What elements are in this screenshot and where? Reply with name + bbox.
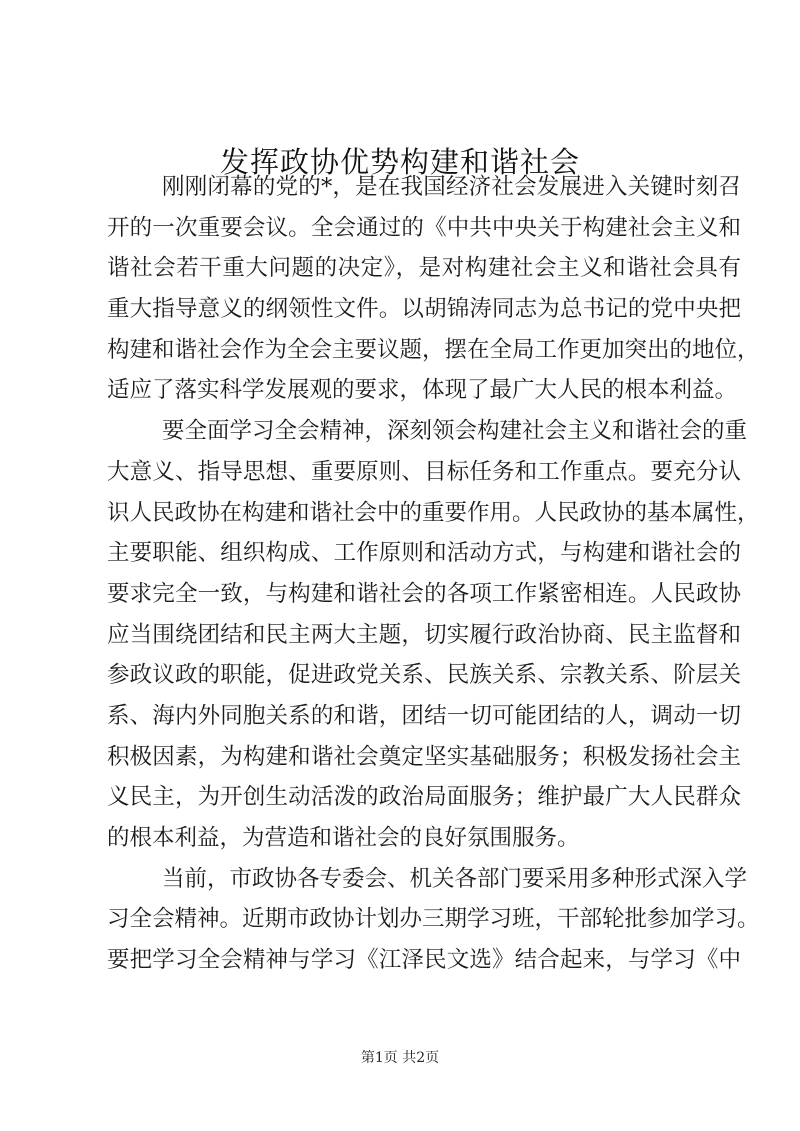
text-line: 大意义、指导思想、重要原则、目标任务和工作重点。要充分认 [107,458,741,485]
text-line: 适应了落实科学发展观的要求，体现了最广大人民的根本利益。 [107,377,738,404]
text-line: 重大指导意义的纲领性文件。以胡锦涛同志为总书记的党中央把 [107,296,741,323]
text-line: 义民主，为开创生动活泼的政治局面服务；维护最广大人民群众 [107,784,741,811]
page-number-footer: 第1页 共2页 [360,1050,440,1066]
text-line: 识人民政协在构建和谐社会中的重要作用。人民政协的基本属性， [107,499,760,526]
text-line: 主要职能、组织构成、工作原则和活动方式，与构建和谐社会的 [107,540,741,567]
paragraph [107,411,760,859]
text-line: 习全会精神。近期市政协计划办三期学习班，干部轮批参加学习。 [107,906,760,933]
text-line: 要把学习全会精神与学习《江泽民文选》结合起来，与学习《中 [107,947,741,974]
text-line: 要全面学习全会精神，深刻领会构建社会主义和谐社会的重 [162,418,748,445]
document-body [107,167,760,981]
text-line: 应当围绕团结和民主两大主题，切实履行政治协商、民主监督和 [107,621,741,648]
text-line: 系、海内外同胞关系的和谐，团结一切可能团结的人，调动一切 [107,702,741,729]
text-line: 当前，市政协各专委会、机关各部门要采用多种形式深入学 [162,865,748,892]
text-line: 刚刚闭幕的党的*，是在我国经济社会发展进入关键时刻召 [162,174,741,200]
text-line: 的根本利益，为营造和谐社会的良好氛围服务。 [107,825,580,851]
text-line: 参政议政的职能，促进政党关系、民族关系、宗教关系、阶层关 [107,662,741,689]
text-line: 积极因素，为构建和谐社会奠定坚实基础服务；积极发扬社会主 [107,743,741,770]
text-line: 开的一次重要会议。全会通过的《中共中央关于构建社会主义和 [107,214,741,241]
paragraph [107,859,760,981]
text-line: 谐社会若干重大问题的决定》，是对构建社会主义和谐社会具有 [107,255,741,282]
text-line: 要求完全一致，与构建和谐社会的各项工作紧密相连。人民政协 [107,580,741,607]
paragraph [107,167,760,411]
document-title: 发挥政协优势构建和谐社会 [219,145,580,179]
text-line: 构建和谐社会作为全会主要议题，摆在全局工作更加突出的地位， [107,336,760,363]
